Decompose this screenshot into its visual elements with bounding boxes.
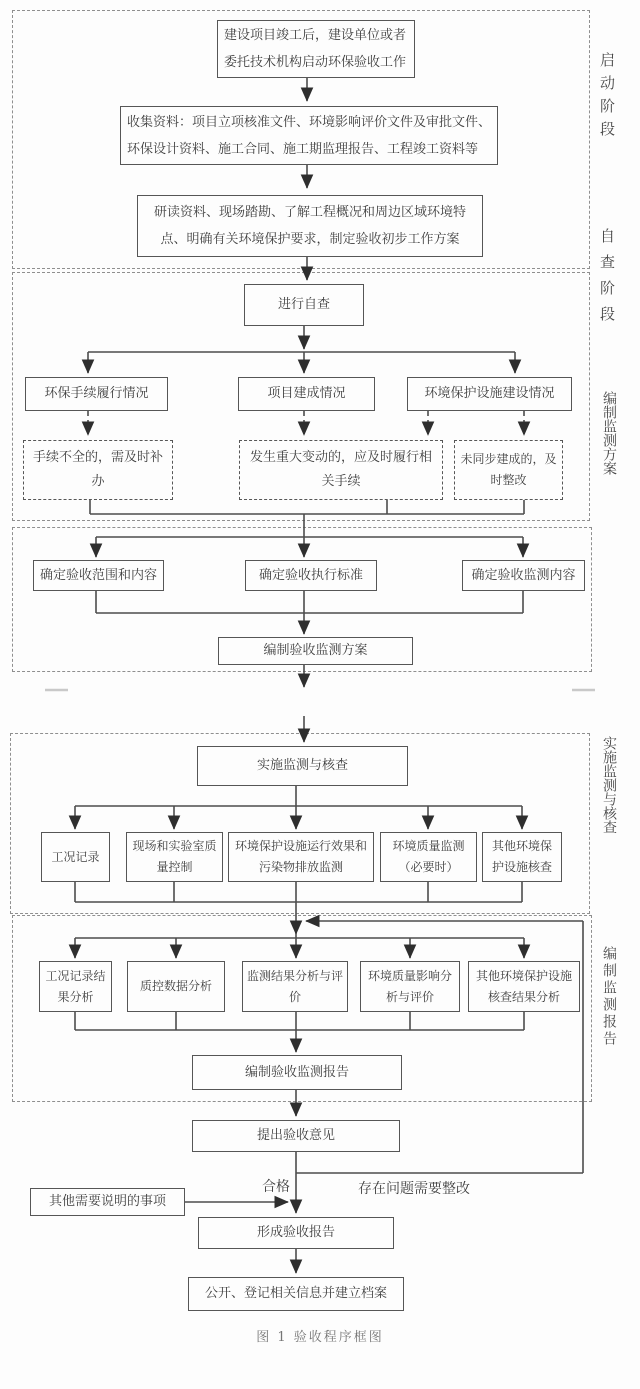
node-study-materials: 研读资料、现场踏勘、了解工程概况和周边区域环境特点、明确有关环境保护要求，制定验收初步工作方案 xyxy=(137,195,483,257)
node-make-plan: 编制验收监测方案 xyxy=(218,637,413,665)
node-implement: 实施监测与核查 xyxy=(197,746,408,786)
node-qc-data-analysis: 质控数据分析 xyxy=(127,961,225,1012)
node-check-facility: 环境保护设施建设情况 xyxy=(407,377,572,411)
node-start: 建设项目竣工后，建设单位或者委托技术机构启动环保验收工作 xyxy=(217,20,415,78)
stage-label-report: 编制监测报告 xyxy=(601,946,617,1048)
node-env-quality-monitor: 环境质量监测（必要时） xyxy=(380,832,477,882)
node-opinion: 提出验收意见 xyxy=(192,1120,400,1152)
node-make-report: 编制验收监测报告 xyxy=(192,1055,402,1090)
node-final-report: 形成验收报告 xyxy=(198,1217,394,1249)
edge-label-rework: 存在问题需要整改 xyxy=(358,1181,470,1197)
node-result-analysis: 监测结果分析与评价 xyxy=(242,961,348,1012)
node-monitor-content: 确定验收监测内容 xyxy=(462,560,585,591)
stage-label-plan: 编制监测方案 xyxy=(601,391,617,475)
stage-label-implement: 实施监测与核查 xyxy=(601,736,617,834)
edge-label-pass: 合格 xyxy=(262,1179,290,1195)
stage-label-self-check: 自查阶段 xyxy=(598,228,616,332)
node-fix-procedure: 手续不全的，需及时补办 xyxy=(23,440,173,500)
node-other-notes: 其他需要说明的事项 xyxy=(30,1188,185,1216)
node-work-record: 工况记录 xyxy=(41,832,110,882)
node-record-analysis: 工况记录结果分析 xyxy=(39,961,112,1012)
node-emission-monitor: 环境保护设施运行效果和污染物排放监测 xyxy=(228,832,374,882)
node-collect-materials: 收集资料：项目立项核准文件、环境影响评价文件及审批文件、环保设计资料、施工合同、施工期监理报告、工程竣工资料等 xyxy=(120,106,498,165)
node-impact-analysis: 环境质量影响分析与评价 xyxy=(360,961,460,1012)
node-facility-result-analysis: 其他环境保护设施核查结果分析 xyxy=(468,961,580,1012)
node-fix-change: 发生重大变动的，应及时履行相关手续 xyxy=(239,440,443,500)
node-other-facility-check: 其他环境保护设施核查 xyxy=(482,832,562,882)
node-publish-archive: 公开、登记相关信息并建立档案 xyxy=(188,1277,404,1311)
node-quality-control: 现场和实验室质量控制 xyxy=(126,832,223,882)
node-check-procedure: 环保手续履行情况 xyxy=(25,377,168,411)
figure-caption: 图 1 验收程序框图 xyxy=(256,1330,384,1345)
stage-label-startup: 启动阶段 xyxy=(598,52,616,144)
node-self-check: 进行自查 xyxy=(244,284,364,326)
node-check-build: 项目建成情况 xyxy=(238,377,375,411)
node-fix-sync: 未同步建成的，及时整改 xyxy=(454,440,563,500)
node-standard: 确定验收执行标准 xyxy=(245,560,377,591)
node-scope: 确定验收范围和内容 xyxy=(33,560,164,591)
